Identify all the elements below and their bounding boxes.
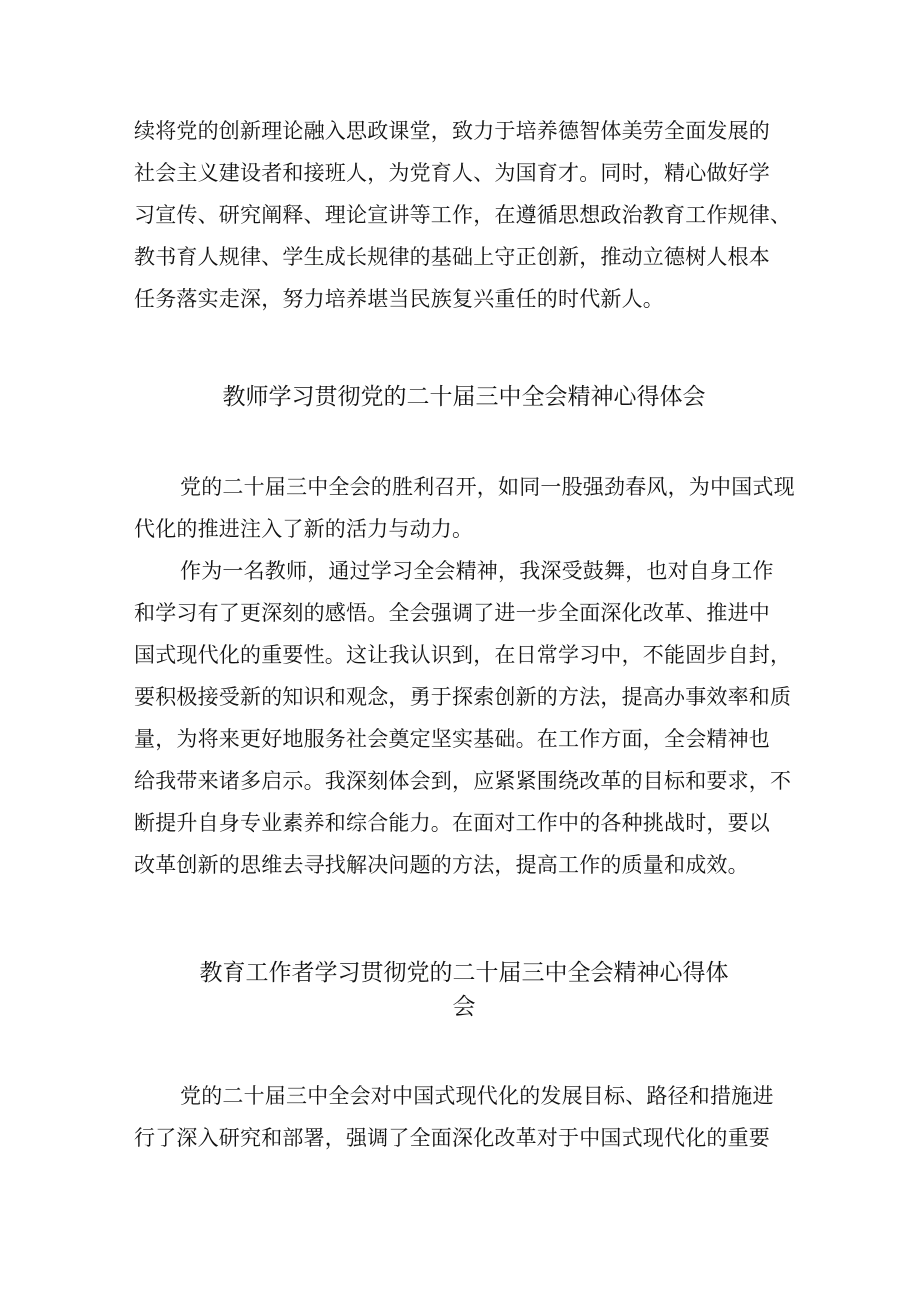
heading-line: 教师学习贯彻党的二十届三中全会精神心得体会 — [222, 384, 706, 410]
section-heading — [134, 956, 794, 1024]
text-line: 作为一名教师，通过学习全会精神，我深受鼓舞，也对自身工作 — [180, 559, 774, 583]
text-line: 和学习有了更深刻的感悟。全会强调了进一步全面深化改革、推进中 — [134, 601, 770, 625]
text-line: 国式现代化的重要性。这让我认识到，在日常学习中，不能固步自封， — [134, 643, 792, 667]
text-line: 给我带来诸多启示。我深刻体会到，应紧紧围绕改革的目标和要求，不 — [134, 769, 792, 793]
body-paragraph — [134, 466, 794, 550]
text-line: 量，为将来更好地服务社会奠定坚实基础。在工作方面，全会精神也 — [134, 727, 770, 751]
text-line: 行了深入研究和部署，强调了全面深化改革对于中国式现代化的重要 — [134, 1126, 770, 1150]
text-line: 党的二十届三中全会的胜利召开，如同一股强劲春风，为中国式现 — [180, 475, 795, 499]
body-paragraph — [134, 110, 794, 320]
text-line: 社会主义建设者和接班人，为党育人、为国育才。同时，精心做好学 — [134, 161, 770, 185]
body-paragraph — [134, 1075, 794, 1159]
text-line: 改革创新的思维去寻找解决问题的方法，提高工作的质量和成效。 — [134, 853, 749, 877]
heading-line: 会 — [452, 994, 476, 1020]
section-heading — [134, 380, 794, 414]
text-line: 任务落实走深，努力培养堪当民族复兴重任的时代新人。 — [134, 287, 664, 311]
text-line: 习宣传、研究阐释、理论宣讲等工作，在遵循思想政治教育工作规律、 — [134, 203, 792, 227]
text-line: 代化的推进注入了新的活力与动力。 — [134, 517, 474, 541]
text-line: 教书育人规律、学生成长规律的基础上守正创新，推动立德树人根本 — [134, 245, 770, 269]
text-line: 续将党的创新理论融入思政课堂，致力于培养德智体美劳全面发展的 — [134, 119, 770, 143]
text-line: 断提升自身专业素养和综合能力。在面对工作中的各种挑战时，要以 — [134, 811, 770, 835]
text-line: 党的二十届三中全会对中国式现代化的发展目标、路径和措施进 — [180, 1084, 774, 1108]
body-paragraph — [134, 550, 794, 886]
heading-line: 教育工作者学习贯彻党的二十届三中全会精神心得体 — [199, 960, 729, 986]
text-line: 要积极接受新的知识和观念，勇于探索创新的方法，提高办事效率和质 — [134, 685, 792, 709]
